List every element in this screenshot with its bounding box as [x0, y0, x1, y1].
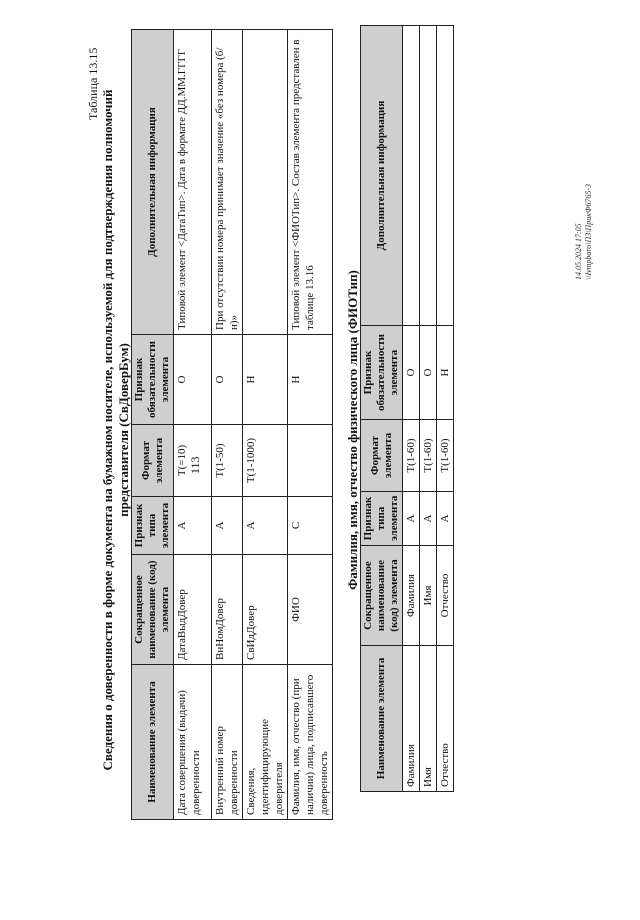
table-13-16 [360, 25, 454, 792]
cell-required: Н [437, 326, 454, 420]
table-13-15-title [100, 50, 132, 810]
cell-info [403, 26, 420, 326]
header-additional-info: Дополнительная информация [361, 26, 403, 326]
table-header-row [132, 30, 174, 820]
header-format: Формат элемента [132, 425, 174, 497]
cell-name: Сведения, идентифицирующие доверителя [243, 665, 288, 820]
cell-format: Т(=10) [174, 425, 212, 497]
header-additional-info: Дополнительная информация [132, 30, 174, 335]
cell-required: Н [288, 335, 333, 425]
cell-name: Имя [420, 646, 437, 792]
cell-required: О [212, 335, 243, 425]
cell-code: Имя [420, 546, 437, 646]
table-13-15-label: Таблица 13.15 [86, 47, 100, 120]
cell-code: ДатаВыдДовер [174, 555, 212, 665]
cell-required: О [420, 326, 437, 420]
cell-code: Фамилия [403, 546, 420, 646]
table-header-row [361, 26, 403, 792]
print-stamp [574, 184, 594, 280]
table-13-15 [131, 29, 333, 820]
cell-type: С [288, 497, 333, 555]
cell-info: Типовой элемент <ДатаТип>. Дата в формате ДД.ММ.ГГГГ [174, 30, 212, 335]
cell-info: Типовой элемент <ФИОТип>. Состав элемента представлен в таблице 13.16 [288, 30, 333, 335]
cell-info [420, 26, 437, 326]
table-13-15-title-line1: Сведения о доверенности в форме документа на бумажном носителе, используемой для подтверждения полномочий [100, 89, 115, 771]
cell-type: А [437, 492, 454, 546]
cell-info [243, 30, 288, 335]
cell-code: ФИО [288, 555, 333, 665]
cell-type: А [420, 492, 437, 546]
header-element-name: Наименование элемента [361, 646, 403, 792]
header-required-flag: Признак обязательности элемента [361, 326, 403, 420]
header-element-name: Наименование элемента [132, 665, 174, 820]
cell-required: Н [243, 335, 288, 425]
cell-info [437, 26, 454, 326]
table-13-15-title-line2: представителя (СвДоверБум) [116, 343, 131, 517]
cell-code: ВнНомДовер [212, 555, 243, 665]
cell-info: При отсутствии номера принимает значение «без номера (б/н)» [212, 30, 243, 335]
table-row [243, 30, 288, 820]
table-row [288, 30, 333, 820]
cell-format: Т(1-60) [437, 420, 454, 492]
header-short-code: Сокращенное наименование (код) элемента [361, 546, 403, 646]
print-stamp-date: 14.05.2024 17:05 [574, 223, 583, 280]
table-13-16-title: Фамилия, имя, отчество физического лица (ФИОТип) [345, 270, 360, 590]
header-short-code: Сокращенное наименование (код) элемента [132, 555, 174, 665]
print-stamp-path: \\Ivmpbaro\ПЗ\ПрикФ6765-3 [584, 183, 593, 280]
header-required-flag: Признак обязательности элемента [132, 335, 174, 425]
cell-format: Т(1-1000) [243, 425, 288, 497]
cell-name: Дата совершения (выдачи) доверенности [174, 665, 212, 820]
cell-type: А [403, 492, 420, 546]
cell-name: Фамилия [403, 646, 420, 792]
table-row [174, 30, 212, 820]
cell-format [288, 425, 333, 497]
cell-type: А [212, 497, 243, 555]
cell-type: А [243, 497, 288, 555]
cell-type: А [174, 497, 212, 555]
header-type-flag: Признак типа элемента [361, 492, 403, 546]
cell-required: О [403, 326, 420, 420]
table-row [212, 30, 243, 820]
cell-code: СвИдДовер [243, 555, 288, 665]
header-type-flag: Признак типа элемента [132, 497, 174, 555]
cell-name: Отчество [437, 646, 454, 792]
cell-format: Т(1-60) [403, 420, 420, 492]
cell-code: Отчество [437, 546, 454, 646]
header-format: Формат элемента [361, 420, 403, 492]
cell-format: Т(1-50) [212, 425, 243, 497]
table-row [420, 26, 437, 792]
table-row [437, 26, 454, 792]
page-number: 113 [188, 456, 202, 474]
cell-name: Внутренний номер доверенности [212, 665, 243, 820]
cell-required: О [174, 335, 212, 425]
table-row [403, 26, 420, 792]
cell-format: Т(1-60) [420, 420, 437, 492]
cell-name: Фамилия, имя, отчество (при наличии) лица, подписавшего доверенность [288, 665, 333, 820]
